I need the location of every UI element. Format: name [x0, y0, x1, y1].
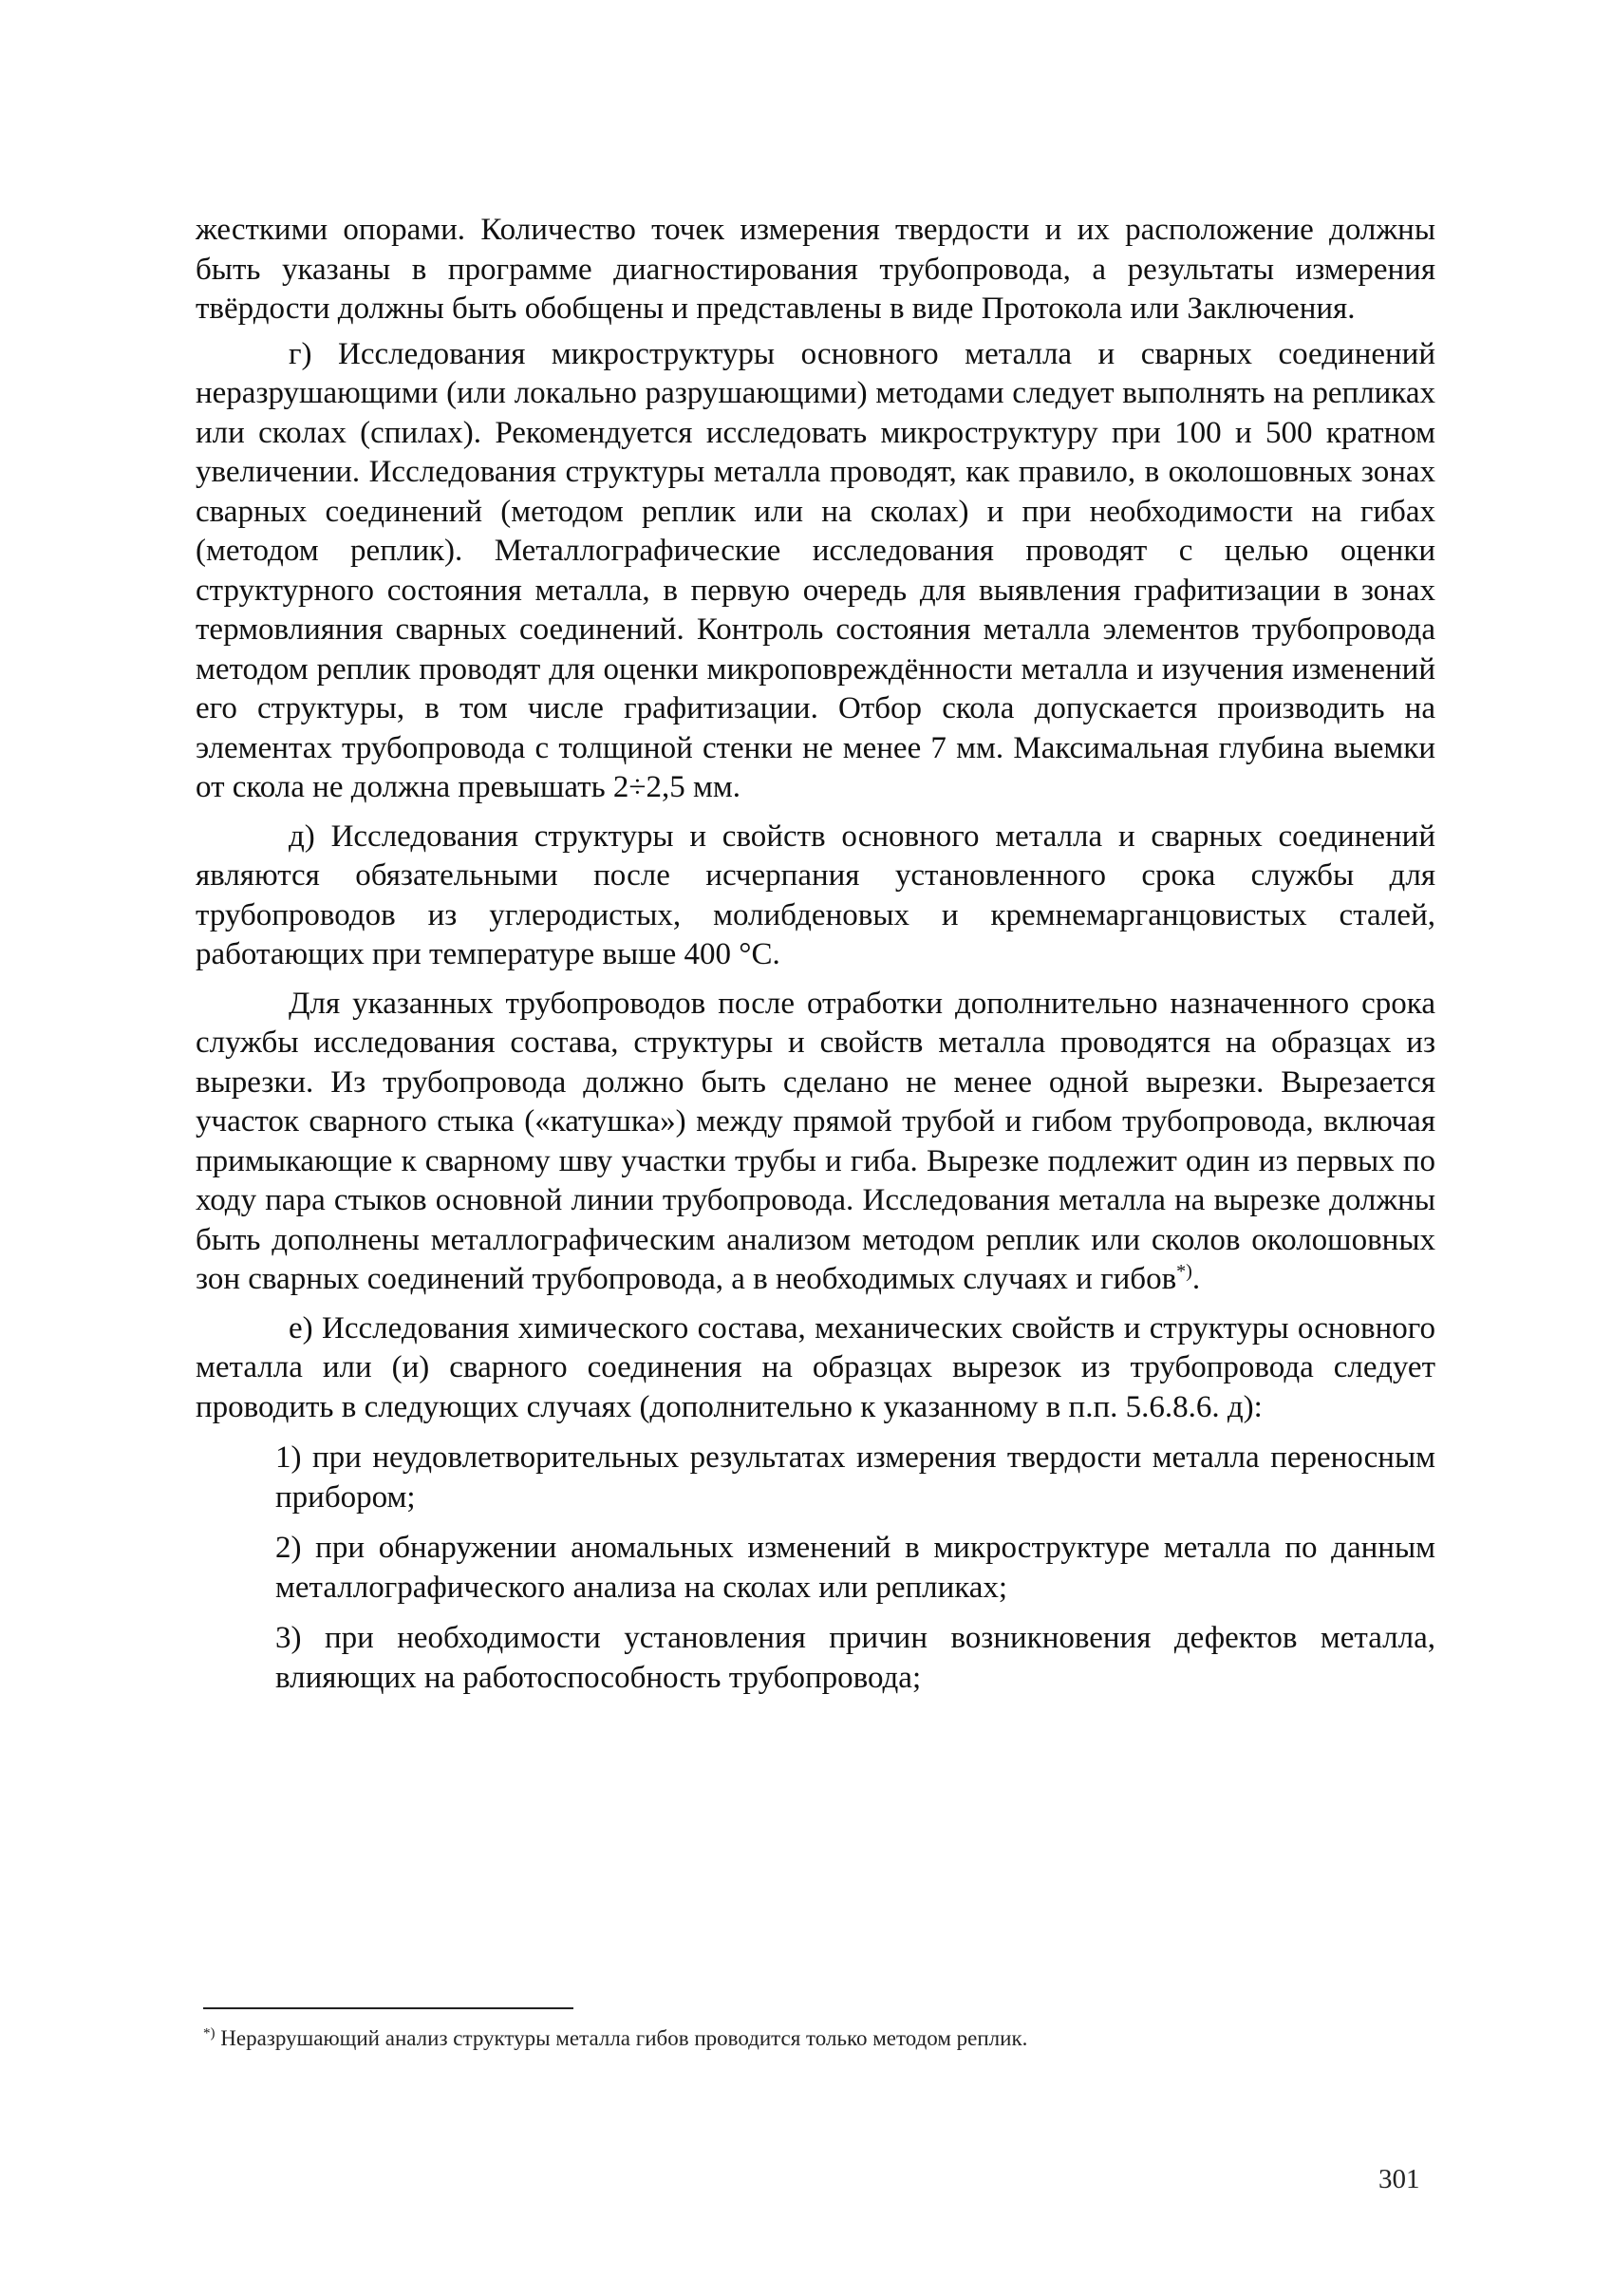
paragraph-end-period: . — [1191, 1262, 1201, 1296]
footnote-separator — [203, 2007, 573, 2009]
footnote — [203, 2024, 1428, 2053]
paragraph-continuation: жесткими опорами. Количество точек измерения твердости и их расположение должны быть указаны в программе диагностирования трубопровода, а результаты измерения твёрдости должны быть обобщены и представлены в виде Протокола или Заключения. — [196, 213, 1435, 326]
paragraph-e: е) Исследования химического состава, механических свойств и структуры основного металла или (и) сварного соединения на образцах вырезок из трубопровода следует проводить в следующих случаях (дополнительно к указанному в п.п. 5.6.8.6. д): — [196, 1310, 1435, 1424]
page-number: 301 — [1378, 2164, 1420, 2194]
paragraph-cut-samples-text: Для указанных трубопроводов после отработки дополнительно назначенного срока службы исследования состава, структуры и свойств металла проводятся на образцах из вырезки. Из трубопровода должно быть сделано не менее одной вырезки. Вырезается участок сварного стыка («катушка») между прямой трубой и гибом трубопровода, включая примыкающие к сварному шву участки трубы и гиба. Вырезке подлежит один из первых по ходу пара стыков основной линии трубопровода. Исследования металла на вырезке должны быть дополнены металлографическим анализом методом реплик или сколов околошовных зон сварных соединений трубопровода, а в необходимых случаях и гибов — [196, 986, 1435, 1296]
paragraph-cut-samples — [196, 985, 1435, 1300]
body-text — [196, 211, 1435, 1698]
list-item: 2) при обнаружении аномальных изменений в микроструктуре металла по данным металлографического анализа на сколах или репликах; — [275, 1531, 1435, 1605]
paragraph-d: д) Исследования структуры и свойств основного металла и сварных соединений являются обязательными после исчерпания установленного срока службы для трубопроводов из углеродистых, молибденовых и кремнемарганцовистых сталей, работающих при температуре выше 400 °С. — [196, 819, 1435, 971]
list-item: 1) при неудовлетворительных результатах измерения твердости металла переносным прибором; — [275, 1440, 1435, 1515]
footnote-text: Неразрушающий анализ структуры металла гибов проводится только методом реплик. — [215, 2026, 1028, 2050]
list-item: 3) при необходимости установления причин возникновения дефектов металла, влияющих на работоспособность трубопровода; — [275, 1621, 1435, 1695]
paragraph-g: г) Исследования микроструктуры основного металла и сварных соединений неразрушающими (или локально разрушающими) методами следует выполнять на репликах или сколах (спилах). Рекомендуется исследовать микроструктуру при 100 и 500 кратном увеличении. Исследования структуры металла проводят, как правило, в околошовных зонах сварных соединений (методом реплик или на сколах) и при необходимости на гибах (методом реплик). Металлографические исследования проводят с целью оценки структурного состояния металла, в первую очередь для выявления графитизации в зонах термовлияния сварных соединений. Контроль состояния металла элементов трубопровода методом реплик проводят для оценки микроповреждённости металла и изучения изменений его структуры, в том числе графитизации. Отбор скола допускается производить на элементах трубопровода с толщиной стенки не менее 7 мм. Максимальная глубина выемки от скола не должна превышать 2÷2,5 мм. — [196, 336, 1435, 804]
footnote-reference: *) — [1176, 1261, 1192, 1282]
footnote-marker: *) — [203, 2025, 216, 2042]
